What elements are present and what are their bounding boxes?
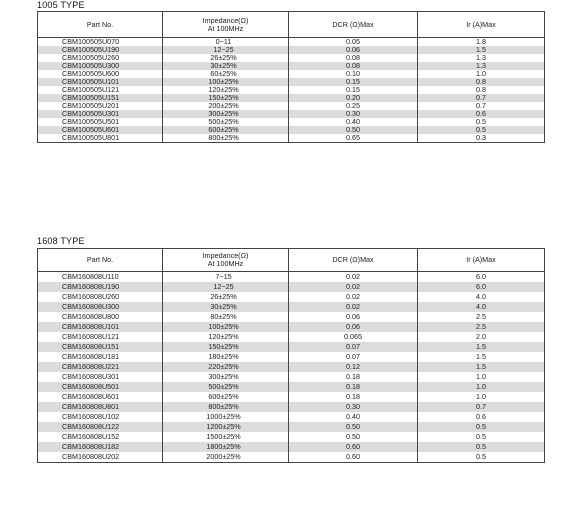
cell-impedance: 1200±25% [163, 422, 289, 432]
table-row [38, 134, 545, 143]
cell-impedance: 80±25% [163, 312, 289, 322]
cell-part-no: CBM100505U070 [38, 38, 163, 47]
cell-part-no: CBM100505U121 [38, 86, 163, 94]
cell-ir: 1.5 [418, 362, 545, 372]
cell-impedance: 500±25% [163, 118, 289, 126]
cell-impedance: 150±25% [163, 342, 289, 352]
cell-part-no: CBM160808U122 [38, 422, 163, 432]
cell-part-no: CBM100505U201 [38, 102, 163, 110]
cell-part-no: CBM160808U181 [38, 352, 163, 362]
cell-part-no: CBM160808U182 [38, 442, 163, 452]
cell-dcr: 0.40 [289, 118, 418, 126]
cell-part-no: CBM100505U301 [38, 110, 163, 118]
cell-impedance: 2000±25% [163, 452, 289, 463]
cell-part-no: CBM100505U260 [38, 54, 163, 62]
cell-ir: 0.7 [418, 94, 545, 102]
cell-dcr: 0.07 [289, 352, 418, 362]
cell-ir: 4.0 [418, 302, 545, 312]
cell-impedance: 200±25% [163, 102, 289, 110]
table-row [38, 392, 545, 402]
cell-impedance: 26±25% [163, 54, 289, 62]
cell-part-no: CBM160808U121 [38, 332, 163, 342]
cell-part-no: CBM160808U152 [38, 432, 163, 442]
cell-ir: 0.5 [418, 118, 545, 126]
cell-ir: 0.5 [418, 452, 545, 463]
cell-part-no: CBM160808U501 [38, 382, 163, 392]
header-impedance-label: Impedance(Ω) [202, 15, 249, 25]
cell-impedance: 100±25% [163, 78, 289, 86]
cell-part-no: CBM100505U801 [38, 134, 163, 143]
table-row [38, 402, 545, 412]
cell-ir: 0.6 [418, 412, 545, 422]
cell-dcr: 0.18 [289, 382, 418, 392]
cell-dcr: 0.07 [289, 342, 418, 352]
cell-dcr: 0.02 [289, 292, 418, 302]
header-dcr: DCR (Ω)Max [289, 249, 418, 272]
cell-impedance: 60±25% [163, 70, 289, 78]
table-row [38, 412, 545, 422]
cell-impedance: 1000±25% [163, 412, 289, 422]
cell-dcr: 0.06 [289, 322, 418, 332]
header-dcr: DCR (Ω)Max [289, 12, 418, 38]
header-impedance-freq: At 100MHz [207, 259, 244, 268]
spec-table-1005 [37, 11, 545, 143]
table-row [38, 452, 545, 463]
cell-part-no: CBM160808U102 [38, 412, 163, 422]
cell-ir: 1.0 [418, 392, 545, 402]
cell-impedance: 30±25% [163, 302, 289, 312]
table-row [38, 322, 545, 332]
cell-impedance: 12~25 [163, 46, 289, 54]
cell-ir: 2.5 [418, 312, 545, 322]
cell-part-no: CBM160808U301 [38, 372, 163, 382]
header-part-no: Part No. [38, 12, 163, 38]
cell-ir: 0.7 [418, 102, 545, 110]
table-row [38, 372, 545, 382]
table-row [38, 432, 545, 442]
cell-ir: 1.5 [418, 352, 545, 362]
cell-ir: 1.0 [418, 382, 545, 392]
cell-dcr: 0.02 [289, 302, 418, 312]
table-row [38, 362, 545, 372]
cell-dcr: 0.05 [289, 38, 418, 47]
cell-dcr: 0.08 [289, 54, 418, 62]
table-row [38, 382, 545, 392]
table-row [38, 302, 545, 312]
cell-part-no: CBM160808U800 [38, 312, 163, 322]
cell-impedance: 180±25% [163, 352, 289, 362]
table-body [38, 272, 545, 463]
cell-ir: 1.3 [418, 54, 545, 62]
cell-dcr: 0.50 [289, 126, 418, 134]
cell-impedance: 30±25% [163, 62, 289, 70]
cell-dcr: 0.18 [289, 372, 418, 382]
cell-ir: 0.6 [418, 110, 545, 118]
cell-ir: 1.5 [418, 342, 545, 352]
table-row [38, 272, 545, 283]
header-part-no: Part No. [38, 249, 163, 272]
table-row [38, 282, 545, 292]
cell-ir: 1.0 [418, 70, 545, 78]
cell-part-no: CBM160808U190 [38, 282, 163, 292]
cell-impedance: 500±25% [163, 382, 289, 392]
cell-dcr: 0.15 [289, 78, 418, 86]
cell-dcr: 0.25 [289, 102, 418, 110]
cell-ir: 0.3 [418, 134, 545, 143]
cell-dcr: 0.065 [289, 332, 418, 342]
cell-part-no: CBM160808U151 [38, 342, 163, 352]
cell-dcr: 0.02 [289, 282, 418, 292]
cell-part-no: CBM100505U190 [38, 46, 163, 54]
table-row [38, 342, 545, 352]
cell-part-no: CBM160808U300 [38, 302, 163, 312]
cell-impedance: 300±25% [163, 372, 289, 382]
cell-impedance: 600±25% [163, 392, 289, 402]
cell-dcr: 0.20 [289, 94, 418, 102]
cell-impedance: 300±25% [163, 110, 289, 118]
cell-impedance: 26±25% [163, 292, 289, 302]
cell-dcr: 0.50 [289, 432, 418, 442]
table-row [38, 422, 545, 432]
cell-part-no: CBM160808U221 [38, 362, 163, 372]
cell-impedance: 1500±25% [163, 432, 289, 442]
cell-impedance: 100±25% [163, 322, 289, 332]
cell-part-no: CBM100505U601 [38, 126, 163, 134]
section-title-1005: 1005 TYPE [37, 0, 85, 10]
table-header-row [38, 249, 545, 272]
table-body [38, 38, 545, 143]
cell-ir: 0.7 [418, 402, 545, 412]
cell-dcr: 0.06 [289, 46, 418, 54]
cell-dcr: 0.06 [289, 312, 418, 322]
cell-dcr: 0.60 [289, 442, 418, 452]
cell-part-no: CBM100505U300 [38, 62, 163, 70]
cell-impedance: 7~15 [163, 272, 289, 283]
section-title-1608: 1608 TYPE [37, 236, 85, 246]
table-header-row [38, 12, 545, 38]
cell-ir: 0.8 [418, 86, 545, 94]
cell-ir: 0.5 [418, 126, 545, 134]
cell-ir: 1.5 [418, 46, 545, 54]
cell-impedance: 800±25% [163, 402, 289, 412]
cell-ir: 0.5 [418, 422, 545, 432]
cell-dcr: 0.02 [289, 272, 418, 283]
cell-part-no: CBM160808U601 [38, 392, 163, 402]
cell-impedance: 120±25% [163, 332, 289, 342]
cell-ir: 2.5 [418, 322, 545, 332]
cell-part-no: CBM160808U110 [38, 272, 163, 283]
cell-part-no: CBM100505U600 [38, 70, 163, 78]
cell-part-no: CBM160808U101 [38, 322, 163, 332]
table-row [38, 312, 545, 322]
cell-dcr: 0.30 [289, 110, 418, 118]
cell-dcr: 0.30 [289, 402, 418, 412]
cell-impedance: 150±25% [163, 94, 289, 102]
cell-ir: 0.5 [418, 432, 545, 442]
cell-part-no: CBM100505U101 [38, 78, 163, 86]
cell-dcr: 0.10 [289, 70, 418, 78]
cell-ir: 4.0 [418, 292, 545, 302]
table-row [38, 332, 545, 342]
header-impedance [163, 249, 289, 272]
cell-dcr: 0.15 [289, 86, 418, 94]
cell-dcr: 0.08 [289, 62, 418, 70]
cell-ir: 6.0 [418, 282, 545, 292]
header-ir: Ir (A)Max [418, 12, 545, 38]
cell-ir: 0.8 [418, 78, 545, 86]
cell-part-no: CBM100505U151 [38, 94, 163, 102]
cell-part-no: CBM160808U260 [38, 292, 163, 302]
cell-ir: 0.5 [418, 442, 545, 452]
cell-ir: 2.0 [418, 332, 545, 342]
cell-dcr: 0.18 [289, 392, 418, 402]
header-impedance [163, 12, 289, 38]
cell-impedance: 800±25% [163, 134, 289, 143]
table-row [38, 292, 545, 302]
table-row [38, 442, 545, 452]
table-row [38, 352, 545, 362]
cell-impedance: 600±25% [163, 126, 289, 134]
cell-dcr: 0.50 [289, 422, 418, 432]
cell-dcr: 0.12 [289, 362, 418, 372]
cell-dcr: 0.60 [289, 452, 418, 463]
cell-impedance: 12~25 [163, 282, 289, 292]
cell-part-no: CBM100505U501 [38, 118, 163, 126]
header-ir: Ir (A)Max [418, 249, 545, 272]
header-impedance-label: Impedance(Ω) [202, 251, 249, 260]
cell-part-no: CBM160808U801 [38, 402, 163, 412]
cell-dcr: 0.65 [289, 134, 418, 143]
spec-table-1608 [37, 248, 545, 463]
cell-impedance: 0~11 [163, 38, 289, 47]
cell-ir: 1.3 [418, 62, 545, 70]
cell-ir: 6.0 [418, 272, 545, 283]
header-impedance-freq: At 100MHz [207, 23, 244, 33]
cell-ir: 1.0 [418, 372, 545, 382]
cell-part-no: CBM160808U202 [38, 452, 163, 463]
cell-dcr: 0.40 [289, 412, 418, 422]
cell-impedance: 1800±25% [163, 442, 289, 452]
cell-impedance: 220±25% [163, 362, 289, 372]
cell-impedance: 120±25% [163, 86, 289, 94]
cell-ir: 1.8 [418, 38, 545, 47]
